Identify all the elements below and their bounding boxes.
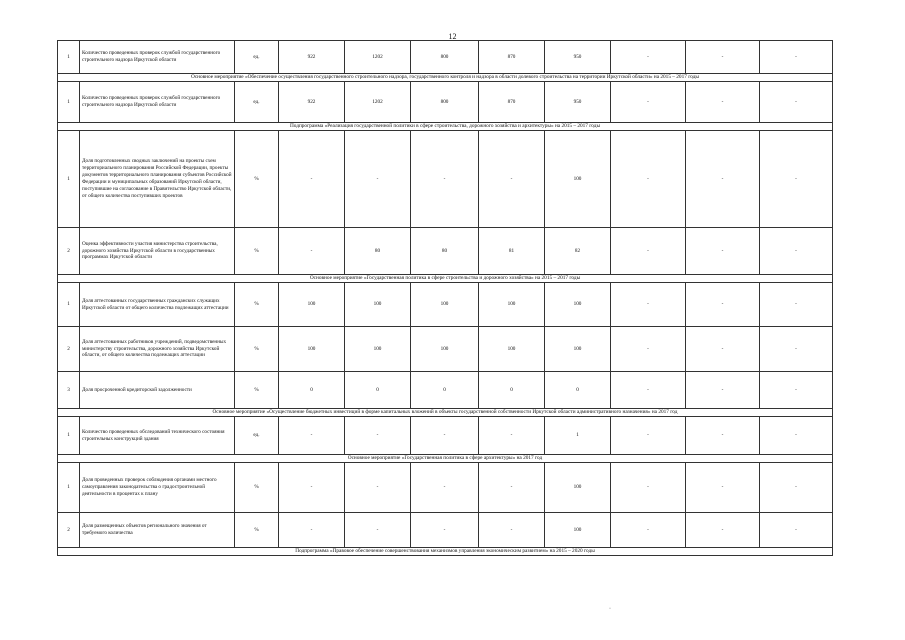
row-number: 3: [58, 372, 80, 409]
value-cell: 870: [479, 82, 545, 123]
section-header-row: [58, 409, 833, 417]
value-cell: -: [760, 327, 833, 372]
value-cell: 1: [545, 417, 611, 455]
indicator-row: [58, 283, 833, 327]
value-cell: -: [611, 463, 686, 513]
value-cell: -: [345, 131, 411, 228]
value-cell: 100: [411, 327, 479, 372]
indicator-row: [58, 417, 833, 455]
value-cell: -: [611, 513, 686, 548]
value-cell: -: [760, 228, 833, 275]
section-title: Основное мероприятие «Обеспечение осуществления государственного строительного надзора, государственного контроля и надзора в области долевого строительства на территории Иркутской области» на 2015 – 2017 годы: [58, 74, 833, 82]
value-cell: 922: [279, 82, 345, 123]
value-cell: -: [760, 41, 833, 74]
value-cell: -: [686, 228, 760, 275]
value-cell: 80: [411, 228, 479, 275]
value-cell: 100: [345, 327, 411, 372]
value-cell: 1202: [345, 41, 411, 74]
section-header-row: [58, 455, 833, 463]
section-header-row: [58, 74, 833, 82]
row-number: 1: [58, 283, 80, 327]
value-cell: 950: [545, 41, 611, 74]
value-cell: -: [686, 283, 760, 327]
value-cell: 0: [545, 372, 611, 409]
value-cell: -: [611, 417, 686, 455]
value-cell: 100: [479, 283, 545, 327]
section-title: Подпрограмма «Правовое обеспечение совершенствования механизмов управления экономическим развитием» на 2015 – 2020 годы: [58, 548, 833, 556]
value-cell: -: [279, 417, 345, 455]
indicator-name: Доля размещенных объектов регионального значения от требуемого количества: [80, 513, 235, 548]
value-cell: -: [611, 82, 686, 123]
unit: ед.: [235, 82, 279, 123]
value-cell: 100: [479, 327, 545, 372]
row-number: 1: [58, 131, 80, 228]
value-cell: 100: [345, 283, 411, 327]
section-title: Подпрограмма «Реализация государственной политики в сфере строительства, дорожного хозяйства и архитектуры» на 2015 – 2017 годы: [58, 123, 833, 131]
value-cell: -: [611, 41, 686, 74]
value-cell: -: [411, 463, 479, 513]
value-cell: -: [686, 131, 760, 228]
row-number: 1: [58, 41, 80, 74]
value-cell: -: [479, 513, 545, 548]
indicator-table: [57, 40, 833, 556]
value-cell: 100: [279, 283, 345, 327]
row-number: 1: [58, 82, 80, 123]
value-cell: -: [686, 417, 760, 455]
indicator-name: Доля проведенных проверок соблюдения органами местного самоуправления законодательства о градостроительной деятельности в процентах к плану: [80, 463, 235, 513]
unit: ед.: [235, 41, 279, 74]
indicator-row: [58, 513, 833, 548]
value-cell: 0: [345, 372, 411, 409]
section-header-row: [58, 548, 833, 556]
unit: %: [235, 131, 279, 228]
value-cell: 922: [279, 41, 345, 74]
value-cell: -: [686, 82, 760, 123]
indicator-row: [58, 463, 833, 513]
value-cell: 100: [411, 283, 479, 327]
section-header-row: [58, 123, 833, 131]
value-cell: 100: [545, 131, 611, 228]
indicator-row: [58, 372, 833, 409]
unit: %: [235, 327, 279, 372]
value-cell: -: [411, 417, 479, 455]
section-title: Основное мероприятие «Государственная политика в сфере архитектуры» на 2017 год: [58, 455, 833, 463]
value-cell: -: [611, 131, 686, 228]
value-cell: -: [760, 82, 833, 123]
value-cell: -: [760, 417, 833, 455]
value-cell: -: [345, 417, 411, 455]
value-cell: -: [411, 131, 479, 228]
value-cell: 0: [279, 372, 345, 409]
page-number: 12: [448, 32, 457, 41]
indicator-name: Количество проведенных проверок службой государственного строительного надзора Иркутской области: [80, 82, 235, 123]
value-cell: -: [479, 463, 545, 513]
value-cell: -: [611, 283, 686, 327]
value-cell: -: [760, 463, 833, 513]
value-cell: 82: [545, 228, 611, 275]
indicator-name: Доля подготовленных сводных заключений на проекты схем территориального планирования Российской Федерации, проекты документов территориального планирования субъектов Российской Федерации и муниципальных образований Иркутской области, поступившие на согласование в Правительство Иркутской области, от общего количества поступивших проектов: [80, 131, 235, 228]
value-cell: -: [345, 513, 411, 548]
value-cell: 100: [545, 513, 611, 548]
value-cell: 0: [479, 372, 545, 409]
value-cell: -: [479, 417, 545, 455]
footer-mark: ·: [609, 606, 611, 612]
unit: ед.: [235, 417, 279, 455]
value-cell: 800: [411, 41, 479, 74]
section-title: Основное мероприятие «Осуществление бюджетных инвестиций в форме капитальных вложений в объекты государственной собственности Иркутской области административного назначения» на 2017 год: [58, 409, 833, 417]
value-cell: -: [760, 283, 833, 327]
value-cell: -: [279, 131, 345, 228]
indicator-row: [58, 41, 833, 74]
value-cell: 100: [545, 283, 611, 327]
value-cell: -: [686, 372, 760, 409]
row-number: 1: [58, 417, 80, 455]
indicator-row: [58, 327, 833, 372]
value-cell: -: [279, 513, 345, 548]
row-number: 2: [58, 327, 80, 372]
value-cell: -: [611, 327, 686, 372]
value-cell: 800: [411, 82, 479, 123]
value-cell: -: [411, 513, 479, 548]
indicator-name: Количество проведенных обследований технического состояния строительных конструкций здания: [80, 417, 235, 455]
value-cell: 0: [411, 372, 479, 409]
unit: %: [235, 372, 279, 409]
unit: %: [235, 463, 279, 513]
indicator-name: Доля просроченной кредиторской задолженности: [80, 372, 235, 409]
section-title: Основное мероприятие «Государственная политика в сфере строительства и дорожного хозяйства» на 2015 – 2017 годы: [58, 275, 833, 283]
row-number: 1: [58, 463, 80, 513]
value-cell: -: [686, 463, 760, 513]
indicator-row: [58, 131, 833, 228]
value-cell: 100: [545, 327, 611, 372]
value-cell: -: [279, 463, 345, 513]
value-cell: -: [345, 463, 411, 513]
value-cell: 1202: [345, 82, 411, 123]
value-cell: 870: [479, 41, 545, 74]
indicator-name: Доля аттестованных государственных гражданских служащих Иркутской области от общего количества подлежащих аттестации: [80, 283, 235, 327]
value-cell: 80: [345, 228, 411, 275]
value-cell: -: [686, 513, 760, 548]
value-cell: -: [760, 513, 833, 548]
row-number: 2: [58, 513, 80, 548]
value-cell: -: [686, 41, 760, 74]
unit: %: [235, 228, 279, 275]
section-header-row: [58, 275, 833, 283]
indicator-name: Количество проведенных проверок службой государственного строительного надзора Иркутской области: [80, 41, 235, 74]
indicator-row: [58, 82, 833, 123]
value-cell: 950: [545, 82, 611, 123]
indicator-row: [58, 228, 833, 275]
value-cell: 100: [545, 463, 611, 513]
value-cell: 81: [479, 228, 545, 275]
value-cell: -: [760, 372, 833, 409]
indicator-name: Доля аттестованных работников учреждений, подведомственных министерству строительства, дорожного хозяйства Иркутской области, от общего количества подлежащих аттестации: [80, 327, 235, 372]
value-cell: 100: [279, 327, 345, 372]
row-number: 2: [58, 228, 80, 275]
value-cell: -: [760, 131, 833, 228]
value-cell: -: [686, 327, 760, 372]
indicator-name: Оценка эффективности участия министерства строительства, дорожного хозяйства Иркутской области в государственных программах Иркутской области: [80, 228, 235, 275]
value-cell: -: [279, 228, 345, 275]
value-cell: -: [611, 372, 686, 409]
unit: %: [235, 513, 279, 548]
value-cell: -: [611, 228, 686, 275]
value-cell: -: [479, 131, 545, 228]
unit: %: [235, 283, 279, 327]
